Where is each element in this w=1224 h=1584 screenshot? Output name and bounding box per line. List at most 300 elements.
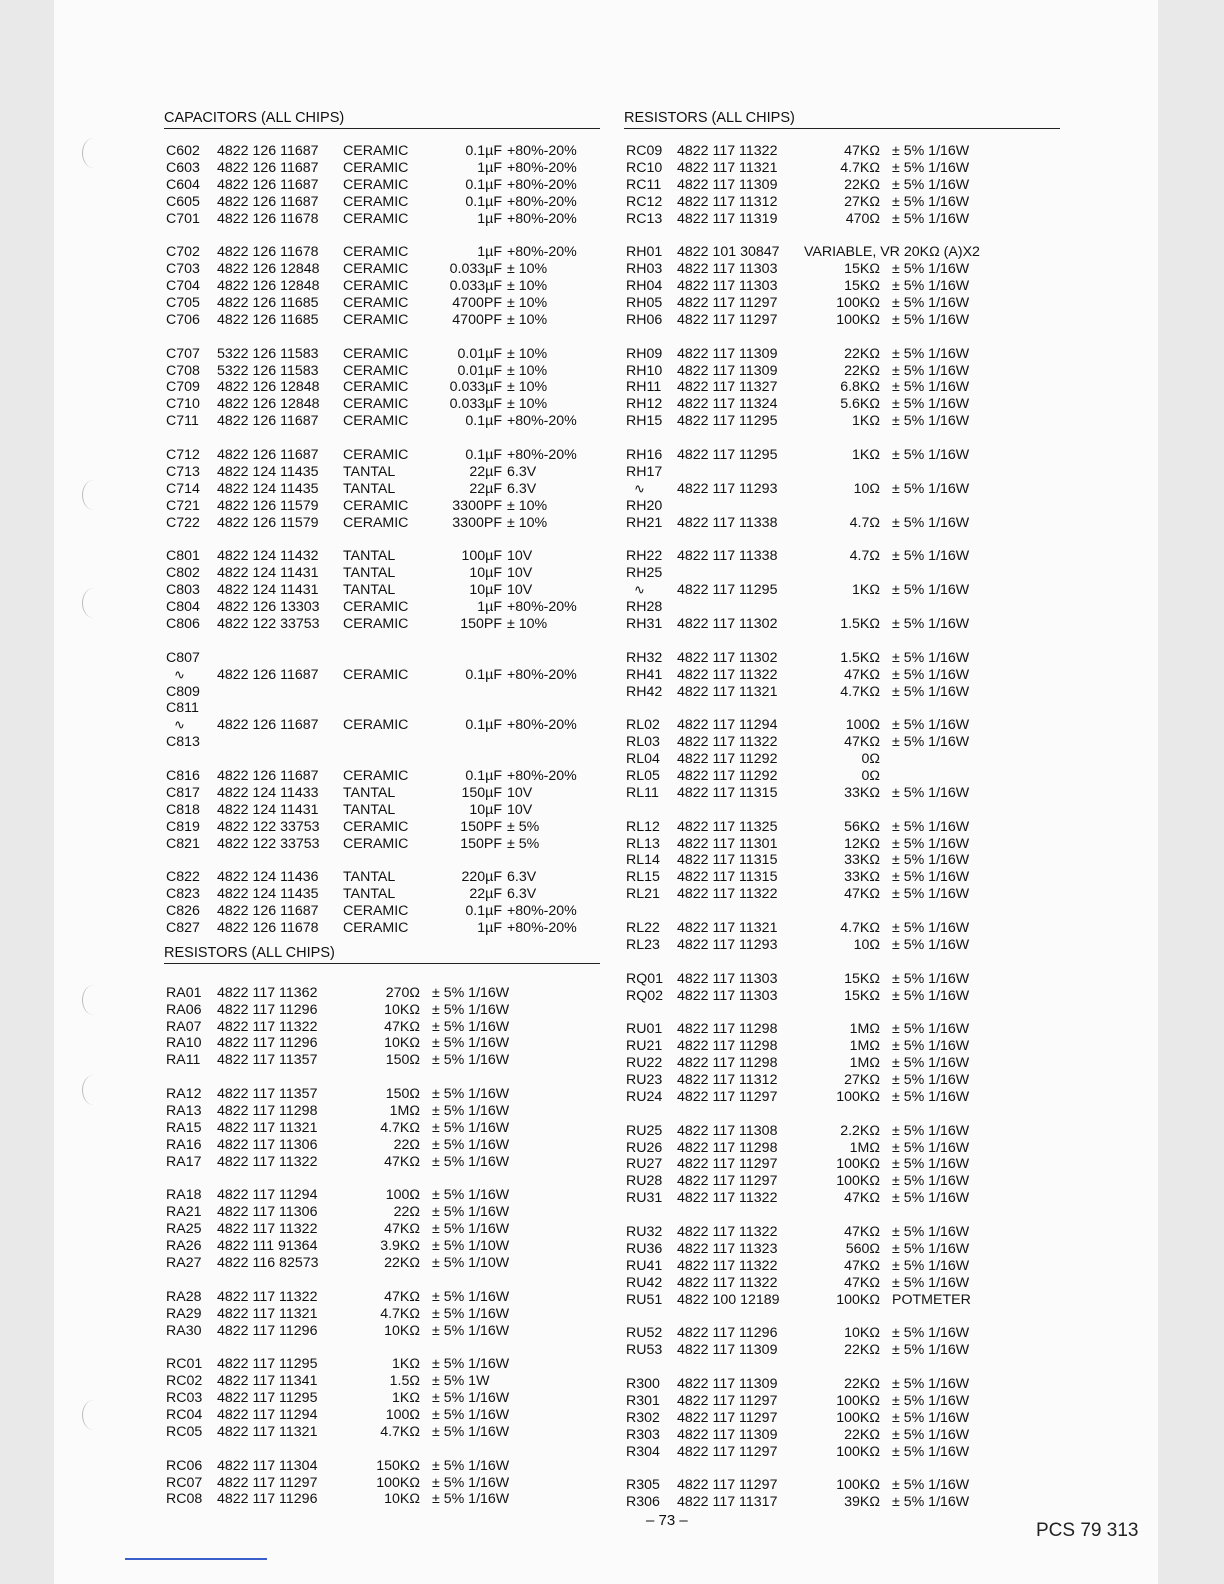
- resistors-heading-left: RESISTORS (ALL CHIPS): [164, 943, 600, 964]
- capacitor-row: [164, 616, 600, 633]
- resistor-row: [624, 1444, 1060, 1461]
- dielectric-type: CERAMIC: [343, 143, 409, 159]
- tolerance-rating: ± 5% 1/16W: [892, 734, 970, 751]
- capacitance-value: 22µF: [469, 463, 502, 480]
- resistance-value: 1KΩ: [852, 582, 880, 599]
- tolerance-rating: ± 5% 1/16W: [892, 1257, 970, 1274]
- capacitance-value: 0.1µF: [465, 413, 502, 430]
- tolerance-rating: ± 5% 1/16W: [892, 970, 970, 987]
- part-number: 4822 117 11301: [677, 835, 778, 852]
- resistor-row: [624, 1477, 1060, 1494]
- tolerance-rating: +80%-20%: [507, 143, 577, 159]
- part-number: 4822 117 11298: [677, 1021, 778, 1038]
- group-gap: [164, 227, 600, 244]
- resistance-value: 4.7Ω: [849, 514, 880, 531]
- dielectric-type: CERAMIC: [343, 413, 409, 430]
- resistor-row: [624, 1055, 1060, 1072]
- resistance-value: 10KΩ: [384, 1001, 420, 1018]
- tolerance-rating: ± 5% 1/16W: [432, 1018, 510, 1035]
- resistance-value: 4.7KΩ: [840, 683, 880, 700]
- resistance-value: 1KΩ: [852, 447, 880, 464]
- tolerance-rating: ± 10%: [507, 311, 548, 328]
- resistor-row: [624, 1224, 1060, 1241]
- resistance-value: 100KΩ: [836, 1088, 880, 1105]
- resistor-row: [624, 734, 1060, 751]
- capacitor-row: [164, 498, 600, 515]
- group-gap: [624, 531, 1060, 548]
- tolerance-rating: ± 5% 1/16W: [892, 818, 970, 835]
- part-number: 4822 100 12189: [677, 1291, 780, 1308]
- tolerance-rating: +80%-20%: [507, 599, 577, 616]
- reference-designator: C804: [166, 599, 200, 616]
- tolerance-rating: ± 10%: [507, 362, 548, 379]
- resistance-value: 47KΩ: [844, 1274, 880, 1291]
- dielectric-type: TANTAL: [343, 480, 396, 497]
- resistance-value: 56KΩ: [844, 818, 880, 835]
- tolerance-rating: ± 5% 1/16W: [892, 1021, 970, 1038]
- resistor-row: [624, 1089, 1060, 1106]
- reference-designator: RC13: [626, 210, 663, 227]
- reference-designator: RC06: [166, 1457, 203, 1474]
- part-number: 4822 117 11297: [677, 1443, 778, 1460]
- resistance-value: 1KΩ: [392, 1356, 420, 1373]
- reference-designator: RH25: [626, 565, 663, 582]
- resistor-row: [164, 1458, 600, 1475]
- resistance-value: 22KΩ: [844, 362, 880, 379]
- part-number: 4822 117 11302: [677, 649, 778, 666]
- part-number: 4822 124 11431: [217, 565, 319, 582]
- binder-hole-mark: [82, 138, 105, 168]
- resistor-row: [624, 650, 1060, 667]
- tolerance-rating: ± 5% 1/16W: [892, 261, 970, 278]
- tolerance-rating: POTMETER: [892, 1291, 971, 1308]
- resistor-row: [624, 1021, 1060, 1038]
- part-number: 4822 124 11431: [217, 801, 319, 818]
- binder-hole-mark: [82, 588, 105, 618]
- reference-designator: RH15: [626, 413, 663, 430]
- part-number: 4822 117 11322: [217, 1153, 318, 1170]
- capacitance-value: 0.033µF: [449, 261, 502, 278]
- group-gap: [624, 1106, 1060, 1123]
- reference-designator: RA01: [166, 984, 202, 1001]
- resistor-row: [164, 1475, 600, 1492]
- reference-designator: C702: [166, 244, 200, 261]
- dielectric-type: CERAMIC: [343, 767, 409, 784]
- capacitor-row: [164, 363, 600, 380]
- group-gap: [164, 852, 600, 869]
- resistor-row: [624, 768, 1060, 785]
- reference-designator: RH01: [626, 244, 663, 261]
- capacitance-value: 150PF: [460, 615, 502, 632]
- resistor-row: [624, 684, 1060, 701]
- tolerance-rating: ± 5% 1/16W: [892, 193, 970, 210]
- tolerance-rating: ± 10%: [507, 379, 548, 396]
- group-gap: [164, 968, 600, 985]
- capacitor-row: [164, 194, 600, 211]
- part-number: 4822 117 11338: [677, 514, 778, 531]
- part-number: 4822 126 11687: [217, 447, 319, 464]
- resistor-row: [624, 819, 1060, 836]
- dielectric-type: CERAMIC: [343, 903, 409, 920]
- part-number: 4822 124 11431: [217, 582, 319, 599]
- reference-designator: RL11: [626, 784, 659, 801]
- resistor-row: [164, 1221, 600, 1238]
- capacitance-value: 22µF: [469, 886, 502, 903]
- dielectric-type: CERAMIC: [343, 818, 409, 835]
- tolerance-rating: +80%-20%: [507, 193, 577, 210]
- part-number: 4822 126 11678: [217, 210, 319, 227]
- tolerance-rating: +80%-20%: [507, 666, 577, 683]
- resistance-value: 4.7Ω: [849, 548, 880, 565]
- tolerance-rating: ± 5% 1/16W: [432, 984, 510, 1001]
- reference-designator: RC11: [626, 176, 662, 193]
- resistance-value: 1.5KΩ: [840, 649, 880, 666]
- capacitor-row: [164, 734, 600, 751]
- reference-designator: RH22: [626, 548, 663, 565]
- part-number: 4822 117 11321: [217, 1423, 318, 1440]
- tolerance-rating: ± 5% 1/16W: [892, 1376, 970, 1393]
- part-number: 4822 111 91364: [217, 1238, 318, 1255]
- reference-designator: R301: [626, 1392, 660, 1409]
- resistor-row: [164, 1424, 600, 1441]
- part-number: 4822 117 11302: [677, 615, 778, 632]
- dielectric-type: TANTAL: [343, 565, 396, 582]
- part-number: 4822 117 11315: [677, 869, 778, 886]
- resistance-value: 100Ω: [845, 717, 880, 734]
- dielectric-type: CERAMIC: [343, 447, 409, 464]
- tolerance-rating: +80%-20%: [507, 176, 577, 193]
- dielectric-type: CERAMIC: [343, 497, 409, 514]
- resistor-row: [624, 295, 1060, 312]
- reference-designator: C706: [166, 311, 200, 328]
- part-number: 4822 117 11322: [677, 1190, 778, 1207]
- reference-designator: RC12: [626, 193, 663, 210]
- resistor-row: [624, 1292, 1060, 1309]
- capacitance-value: 1µF: [477, 919, 502, 936]
- reference-designator: RU51: [626, 1291, 663, 1308]
- tolerance-rating: ± 5% 1/16W: [432, 1407, 510, 1424]
- part-number: 4822 126 13303: [217, 599, 320, 616]
- capacitor-row: [164, 869, 600, 886]
- resistance-value: 47KΩ: [384, 1288, 420, 1305]
- tolerance-rating: ± 5% 1/16W: [892, 1224, 970, 1240]
- part-number: 4822 117 11323: [677, 1240, 778, 1257]
- part-number: 4822 117 11295: [677, 447, 778, 464]
- resistance-value: 100KΩ: [836, 1443, 880, 1460]
- part-number: 5322 126 11583: [217, 362, 319, 379]
- reference-designator: C803: [166, 582, 200, 599]
- tolerance-rating: ± 5% 1/16W: [892, 683, 970, 700]
- dielectric-type: CERAMIC: [343, 244, 409, 261]
- resistance-value: 100KΩ: [836, 295, 880, 312]
- capacitor-row: [164, 143, 600, 160]
- tolerance-rating: ± 10%: [507, 497, 548, 514]
- group-gap: [624, 227, 1060, 244]
- tolerance-rating: ± 5% 1/16W: [432, 1390, 510, 1407]
- resistor-row: [624, 988, 1060, 1005]
- resistor-row: [164, 1323, 600, 1340]
- capacitor-row: [164, 599, 600, 616]
- resistor-row: [164, 1052, 600, 1069]
- capacitor-row: [164, 278, 600, 295]
- reference-designator: RA18: [166, 1187, 202, 1204]
- resistor-row: [164, 1306, 600, 1323]
- resistor-row: [624, 261, 1060, 278]
- part-number: 4822 117 11293: [677, 936, 778, 953]
- reference-designator: RH21: [626, 514, 663, 531]
- tolerance-rating: ± 5% 1/16W: [432, 1052, 510, 1069]
- tolerance-rating: ± 5% 1/16W: [892, 649, 970, 666]
- group-gap: [624, 954, 1060, 971]
- part-number: 4822 117 11296: [677, 1325, 778, 1342]
- reference-designator: RL02: [626, 717, 660, 734]
- resistance-value: 100KΩ: [836, 1477, 880, 1494]
- reference-designator: RU27: [626, 1156, 663, 1173]
- dielectric-type: CERAMIC: [343, 295, 409, 312]
- reference-designator: RC02: [166, 1373, 203, 1390]
- reference-designator: RA10: [166, 1035, 202, 1052]
- reference-designator: RH28: [626, 599, 663, 616]
- part-number: 4822 117 11309: [677, 1426, 778, 1443]
- part-number: 5322 126 11583: [217, 345, 319, 362]
- resistor-row: [624, 1123, 1060, 1140]
- reference-designator: R306: [626, 1494, 660, 1511]
- tolerance-rating: ± 5% 1/16W: [892, 1325, 970, 1342]
- reference-designator: RH31: [626, 615, 663, 632]
- resistance-value: 1.5Ω: [389, 1373, 420, 1390]
- part-number: 4822 117 11309: [677, 176, 778, 193]
- reference-designator: C813: [166, 734, 200, 751]
- reference-designator: RH04: [626, 278, 663, 295]
- tolerance-rating: ± 5% 1/16W: [892, 852, 970, 869]
- reference-designator: RA29: [166, 1305, 202, 1322]
- part-number: 4822 117 11322: [217, 1221, 318, 1238]
- part-number: 4822 117 11341: [217, 1373, 318, 1390]
- tolerance-rating: ± 5% 1/16W: [892, 278, 970, 295]
- resistance-value: 47KΩ: [844, 1224, 880, 1240]
- reference-designator: R302: [626, 1409, 660, 1426]
- resistance-value: 22Ω: [393, 1204, 420, 1221]
- group-gap: [164, 751, 600, 768]
- resistor-row: [624, 464, 1060, 481]
- reference-designator: RC10: [626, 159, 663, 176]
- resistor-row: [164, 1086, 600, 1103]
- capacitance-value: 10µF: [469, 801, 502, 818]
- resistor-row: [164, 1390, 600, 1407]
- capacitance-value: 10µF: [469, 565, 502, 582]
- part-number: 4822 117 11297: [677, 1173, 778, 1190]
- resistor-row: [624, 312, 1060, 329]
- reference-designator: RA13: [166, 1102, 202, 1119]
- resistance-value: 0Ω: [861, 751, 880, 768]
- resistance-value: 4.7KΩ: [380, 1119, 420, 1136]
- tolerance-rating: ± 5% 1/16W: [892, 1038, 970, 1055]
- resistance-value: 100Ω: [385, 1407, 420, 1424]
- resistor-row: [624, 582, 1060, 599]
- binder-hole-mark: [82, 1075, 105, 1105]
- capacitor-row: [164, 768, 600, 785]
- resistor-row: [624, 1258, 1060, 1275]
- tolerance-rating: ± 5% 1/16W: [892, 396, 970, 413]
- tolerance-rating: ± 5% 1/16W: [432, 1204, 510, 1221]
- capacitor-row: [164, 785, 600, 802]
- group-gap: [624, 1359, 1060, 1376]
- resistance-value: 33KΩ: [844, 869, 880, 886]
- dielectric-type: CERAMIC: [343, 514, 409, 531]
- resistor-row: [624, 599, 1060, 616]
- reference-designator: RL15: [626, 869, 660, 886]
- tolerance-rating: ± 5% 1/16W: [892, 869, 970, 886]
- reference-designator: C802: [166, 565, 200, 582]
- reference-designator: C705: [166, 295, 200, 312]
- reference-designator: RH03: [626, 261, 663, 278]
- resistor-row: [624, 1072, 1060, 1089]
- resistance-value: 4.7KΩ: [840, 159, 880, 176]
- group-gap: [164, 430, 600, 447]
- capacitor-row: [164, 836, 600, 853]
- resistance-value: 27KΩ: [844, 193, 880, 210]
- capacitance-value: 100µF: [461, 548, 502, 565]
- tolerance-rating: ± 5% 1/16W: [892, 784, 970, 801]
- reference-designator: ∿: [174, 666, 185, 682]
- capacitance-value: 1µF: [477, 599, 502, 616]
- reference-designator: C603: [166, 159, 200, 176]
- reference-designator: RU25: [626, 1122, 663, 1139]
- resistor-row: [624, 971, 1060, 988]
- part-number: 4822 117 11322: [677, 1257, 778, 1274]
- resistance-value: 22KΩ: [844, 1426, 880, 1443]
- part-number: 4822 126 11687: [217, 143, 319, 159]
- reference-designator: RU41: [626, 1257, 663, 1274]
- resistor-row: [164, 1491, 600, 1508]
- reference-designator: C826: [166, 903, 200, 920]
- group-gap: [164, 1171, 600, 1188]
- part-number: 4822 117 11295: [217, 1390, 318, 1407]
- tolerance-rating: ± 5% 1/16W: [432, 1221, 510, 1238]
- part-number: 4822 101 30847: [677, 244, 780, 261]
- group-gap: [624, 1308, 1060, 1325]
- resistor-row: [624, 1241, 1060, 1258]
- capacitance-value: 3300PF: [452, 497, 502, 514]
- reference-designator: RL22: [626, 919, 660, 936]
- resistance-value: 10Ω: [853, 936, 880, 953]
- reference-designator: RH20: [626, 497, 663, 514]
- reference-designator: RH32: [626, 649, 663, 666]
- capacitor-row: [164, 515, 600, 532]
- tolerance-rating: 10V: [507, 784, 533, 801]
- tolerance-rating: ± 5% 1/16W: [892, 666, 970, 683]
- reference-designator: C823: [166, 886, 200, 903]
- tolerance-rating: ± 5% 1/16W: [892, 379, 970, 396]
- part-number: 4822 117 11298: [677, 1055, 778, 1072]
- capacitor-row: [164, 667, 600, 684]
- tolerance-rating: +80%-20%: [507, 159, 577, 176]
- tolerance-rating: ± 5% 1W: [432, 1373, 490, 1390]
- resistor-row: [164, 1154, 600, 1171]
- capacitor-row: [164, 160, 600, 177]
- resistance-value: 150KΩ: [376, 1457, 420, 1474]
- tolerance-rating: ± 5% 1/16W: [432, 1102, 510, 1119]
- tolerance-rating: ± 5% 1/16W: [892, 1494, 970, 1511]
- part-number: 4822 126 11687: [217, 176, 319, 193]
- part-number: 4822 117 11309: [677, 362, 778, 379]
- capacitor-row: [164, 379, 600, 396]
- part-number: 4822 117 11292: [677, 767, 778, 784]
- resistor-row: [624, 379, 1060, 396]
- group-gap: [624, 1004, 1060, 1021]
- part-number: 4822 117 11321: [217, 1305, 318, 1322]
- reference-designator: RA30: [166, 1322, 202, 1339]
- capacitor-row: [164, 211, 600, 228]
- tolerance-rating: ± 5% 1/16W: [432, 1035, 510, 1052]
- part-number: 4822 117 11298: [677, 1038, 778, 1055]
- resistance-value: 47KΩ: [844, 734, 880, 751]
- resistor-row: [624, 481, 1060, 498]
- reference-designator: C816: [166, 767, 200, 784]
- resistance-value: 2.2KΩ: [840, 1122, 880, 1139]
- part-number: 4822 117 11312: [677, 1071, 778, 1088]
- reference-designator: C605: [166, 193, 200, 210]
- resistor-row: [624, 886, 1060, 903]
- resistance-value: 33KΩ: [844, 852, 880, 869]
- dielectric-type: CERAMIC: [343, 159, 409, 176]
- part-number: 4822 117 11297: [677, 1088, 778, 1105]
- resistance-value: 15KΩ: [844, 970, 880, 987]
- tolerance-rating: +80%-20%: [507, 903, 577, 920]
- reference-designator: RH41: [626, 666, 663, 683]
- part-number: 4822 126 11579: [217, 497, 319, 514]
- capacitance-value: 22µF: [469, 480, 502, 497]
- dielectric-type: CERAMIC: [343, 278, 409, 295]
- resistor-row: [624, 937, 1060, 954]
- reference-designator: RU53: [626, 1342, 663, 1359]
- capacitor-row: [164, 295, 600, 312]
- part-number: 4822 117 11295: [677, 413, 778, 430]
- dielectric-type: CERAMIC: [343, 396, 409, 413]
- part-number: 4822 117 11322: [677, 1224, 778, 1240]
- part-number: 4822 117 11303: [677, 987, 778, 1004]
- reference-designator: RH42: [626, 683, 663, 700]
- part-number: 4822 117 11325: [677, 818, 778, 835]
- reference-designator: RA11: [166, 1052, 201, 1069]
- reference-designator: R303: [626, 1426, 660, 1443]
- tolerance-rating: ± 10%: [507, 295, 548, 312]
- resistor-row: [624, 1156, 1060, 1173]
- resistance-value: 15KΩ: [844, 987, 880, 1004]
- resistor-row: [164, 985, 600, 1002]
- tolerance-rating: ± 5% 1/16W: [892, 1190, 970, 1207]
- tolerance-rating: ± 5% 1/16W: [892, 548, 970, 565]
- resistance-value: 39KΩ: [844, 1494, 880, 1511]
- group-gap: [624, 633, 1060, 650]
- reference-designator: RU42: [626, 1274, 663, 1291]
- resistance-value: 100KΩ: [836, 311, 880, 328]
- reference-designator: C818: [166, 801, 200, 818]
- resistor-row: [624, 1173, 1060, 1190]
- resistor-row: [624, 1342, 1060, 1359]
- reference-designator: RL12: [626, 818, 660, 835]
- part-number: 4822 117 11297: [677, 1156, 778, 1173]
- capacitance-value: 150PF: [460, 818, 502, 835]
- capacitance-value: 1µF: [477, 159, 502, 176]
- capacitor-row: [164, 396, 600, 413]
- tolerance-rating: ± 5% 1/16W: [892, 835, 970, 852]
- dielectric-type: CERAMIC: [343, 379, 409, 396]
- tolerance-rating: 6.3V: [507, 480, 537, 497]
- reference-designator: C822: [166, 869, 200, 886]
- part-number: 4822 124 11436: [217, 869, 319, 886]
- resistance-value: 560Ω: [845, 1240, 880, 1257]
